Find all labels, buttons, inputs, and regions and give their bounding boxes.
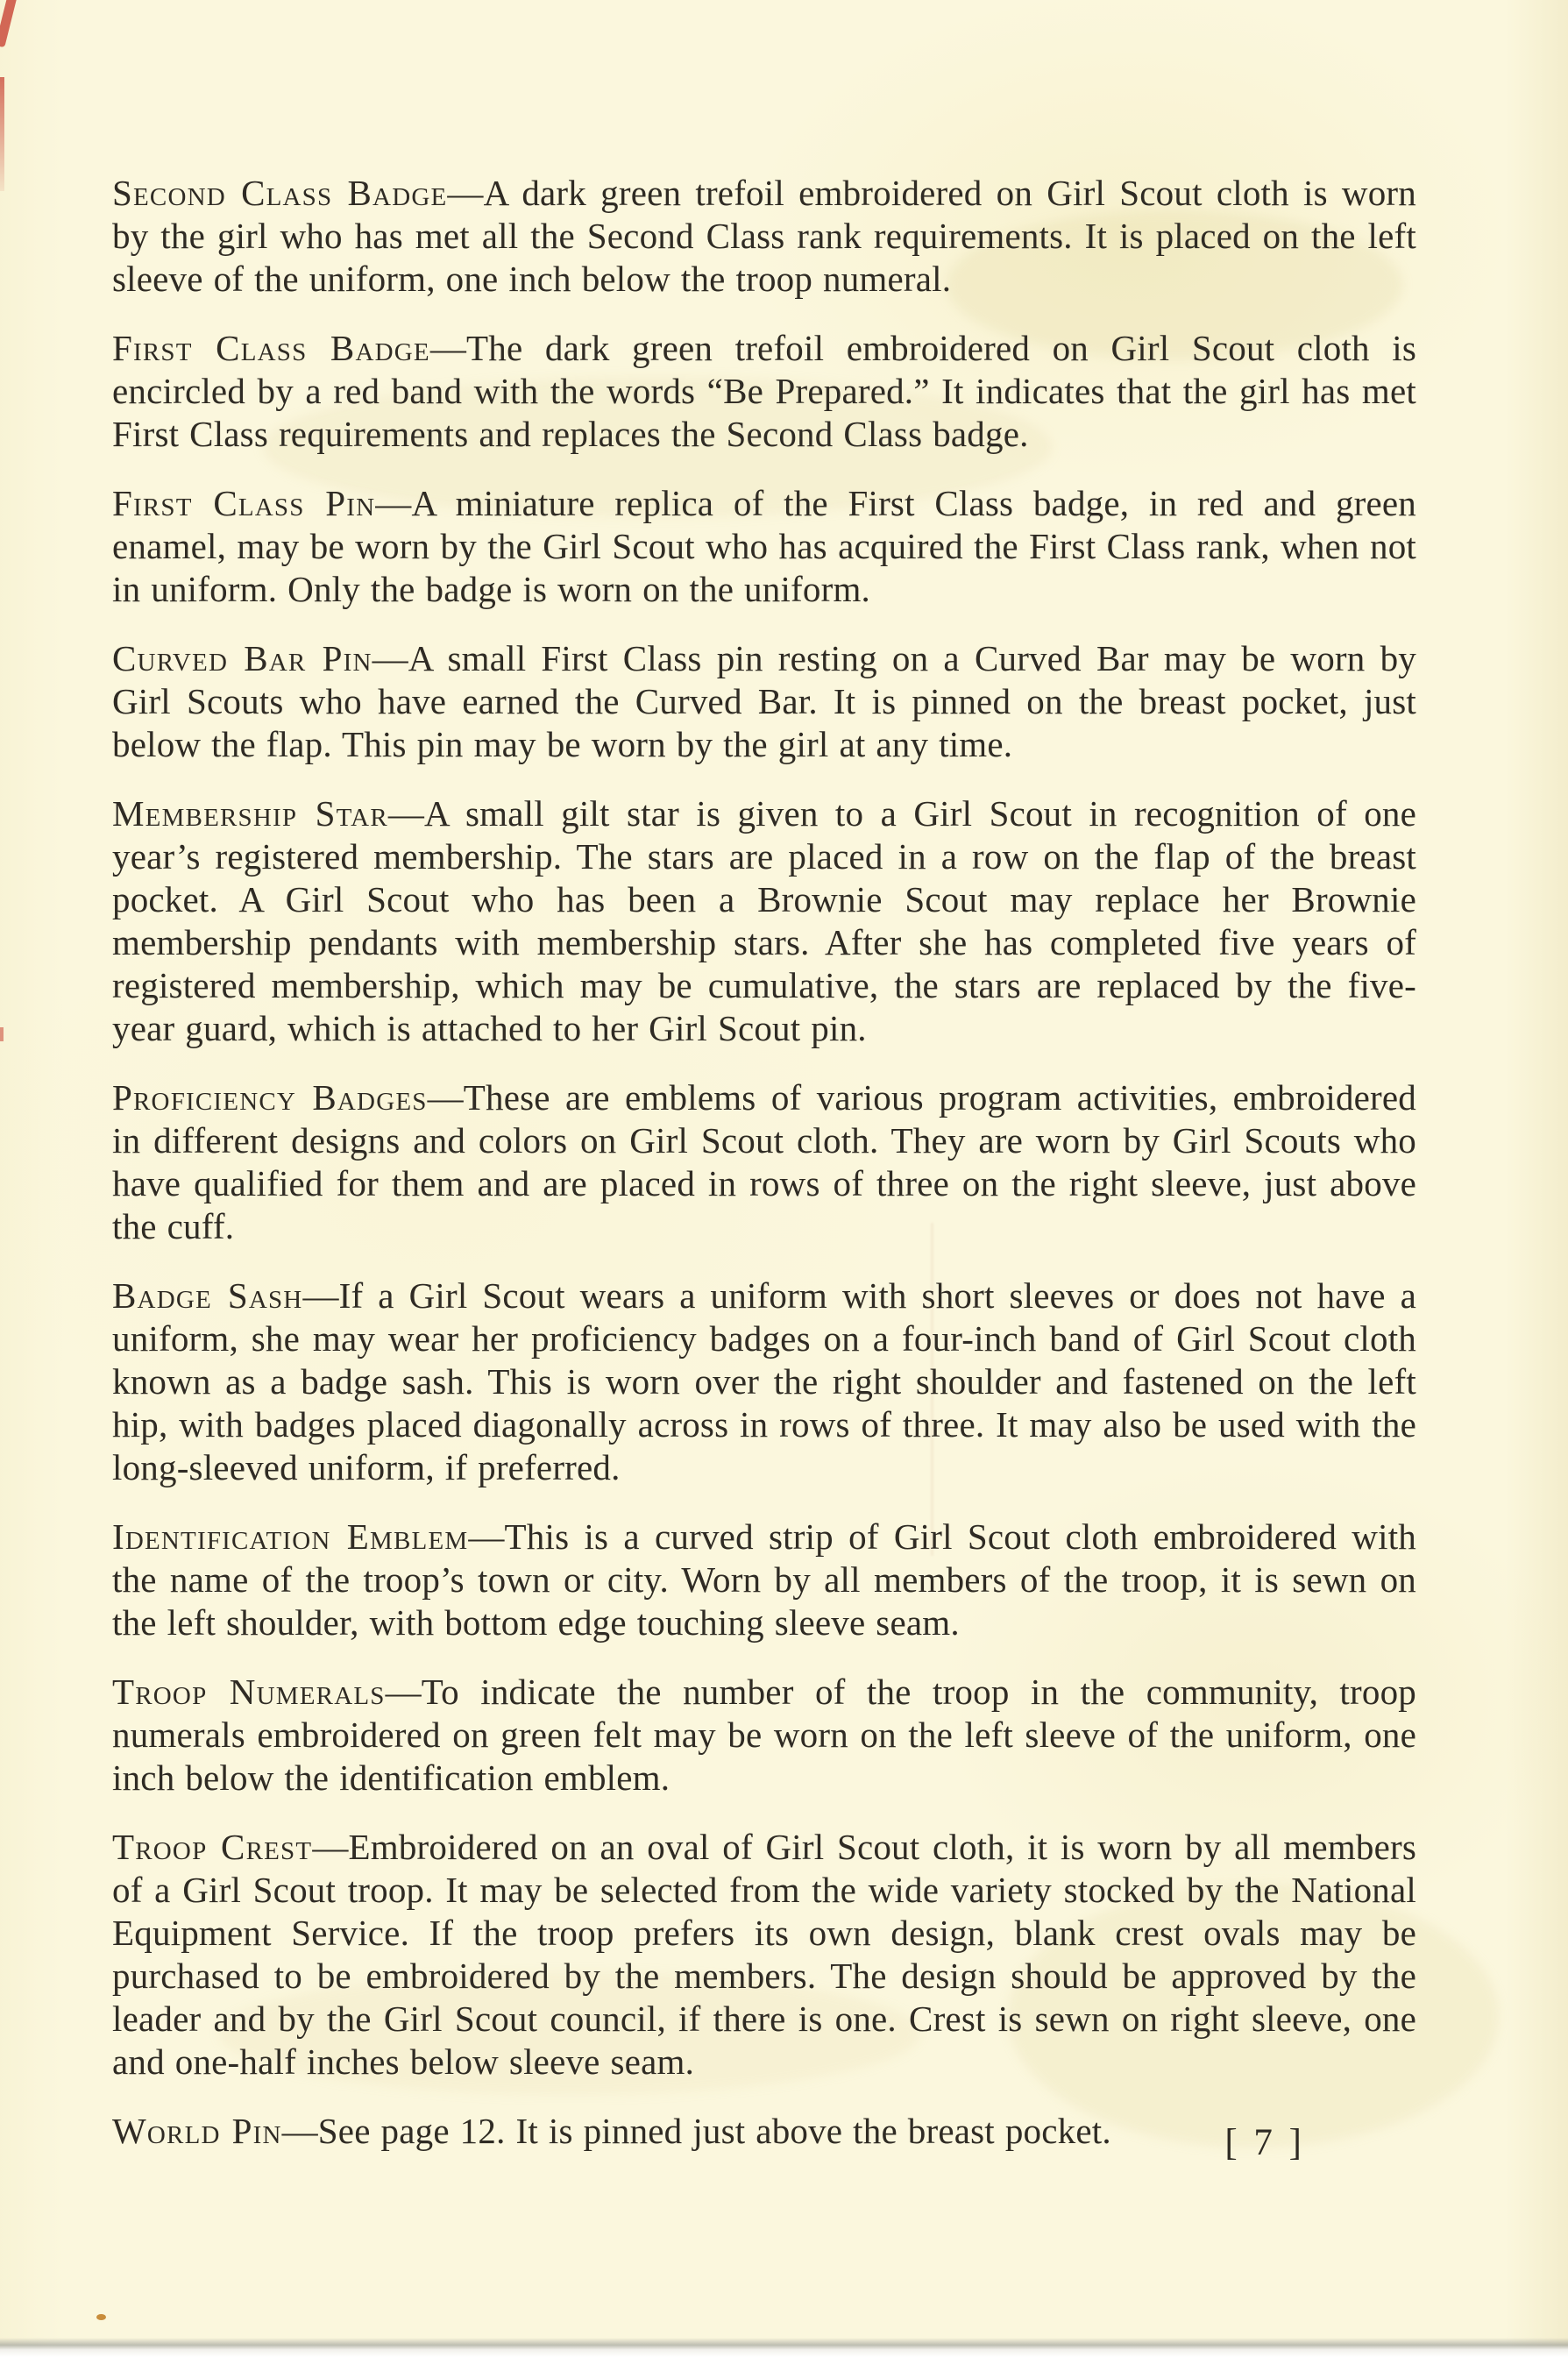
paragraph-body: —This is a curved strip of Girl Scout cloth embroidered with the name of the troop’s town or city. Worn by all members of the troop, it is sewn on the left shoulder, with bottom edge touching sleeve seam. [112,1516,1416,1643]
paragraph [112,1671,1416,1800]
paragraph-term: First Class Badge [112,328,430,368]
paragraph-term: Badge Sash [112,1275,303,1316]
paragraph-term: World Pin [112,2111,282,2151]
paragraph-body: —A dark green trefoil embroidered on Girl Scout cloth is worn by the girl who has met all the Second Class rank requirements. It is placed on the left sleeve of the uniform, one inch below the troop numeral. [112,173,1416,299]
page-edge-red-corner-mark [0,0,18,47]
paragraph [112,792,1416,1050]
paragraph-body: —To indicate the number of the troop in the community, troop numerals embroidered on green felt may be worn on the left sleeve of the uniform, one inch below the identification emblem. [112,1672,1416,1798]
page-edge-red-line [0,77,4,191]
paragraph-body: —A miniature replica of the First Class badge, in red and green enamel, may be worn by the Girl Scout who has acquired the First Class rank, when not in uniform. Only the badge is worn on the uniform. [112,483,1416,609]
paragraph-term: Membership Star [112,793,388,834]
paragraph-term: Identification Emblem [112,1516,469,1557]
paragraph [112,2110,1416,2153]
paragraph-term: Troop Numerals [112,1672,386,1712]
paragraph-body: —If a Girl Scout wears a uniform with short sleeves or does not have a uniform, she may wear her proficiency badges on a four-inch band of Girl Scout cloth known as a badge sash. This is worn over the right shoulder and fastened on the left hip, with badges placed diagonally across in rows of three. It may also be used with the long-sleeved uniform, if preferred. [112,1275,1416,1487]
page-edge-red-speck [0,1027,4,1041]
paragraph-term: Proficiency Badges [112,1077,428,1118]
paragraph [112,1826,1416,2084]
paragraph-body: —The dark green trefoil embroidered on Girl Scout cloth is encircled by a red band with the words “Be Prepared.” It indicates that the girl has met First Class requirements and replaces the Second Class badge. [112,328,1416,454]
paragraph [112,637,1416,766]
paragraph [112,1274,1416,1489]
paragraph-term: Troop Crest [112,1827,313,1867]
paragraph-body: —A small gilt star is given to a Girl Scout in recognition of one year’s registered membership. The stars are placed in a row on the flap of the breast pocket. A Girl Scout who has been a Brownie Scout may replace her Brownie membership pendants with membership stars. After she has completed five years of registered membership, which may be cumulative, the stars are replaced by the five-year guard, which is attached to her Girl Scout pin. [112,793,1416,1048]
paragraph-body: —Embroidered on an oval of Girl Scout cloth, it is worn by all members of a Girl Scout troop. It may be selected from the wide variety stocked by the National Equipment Service. If the troop prefers its own design, blank crest ovals may be purchased to be embroidered by the members. The design should be approved by the leader and by the Girl Scout council, if there is one. Crest is sewn on right sleeve, one and one-half inches below sleeve seam. [112,1827,1416,2082]
paragraph-body: —A small First Class pin resting on a Curved Bar may be worn by Girl Scouts who have earned the Curved Bar. It is pinned on the breast pocket, just below the flap. This pin may be worn by the girl at any time. [112,638,1416,764]
paragraph [112,172,1416,301]
paragraph-term: Curved Bar Pin [112,638,372,678]
paragraph [112,327,1416,456]
paragraph-term: First Class Pin [112,483,376,523]
paragraph-term: Second Class Badge [112,173,448,213]
paragraph [112,1516,1416,1644]
paragraph-body: —See page 12. It is pinned just above the breast pocket. [281,2111,1111,2151]
page-bottom-edge [0,2338,1568,2357]
page-text-block [112,172,1416,2179]
paragraph-body: —These are emblems of various program activities, embroidered in different designs and colors on Girl Scout cloth. They are worn by Girl Scouts who have qualified for them and are placed in rows of three on the right sleeve, just above the cuff. [112,1077,1416,1246]
page-number: [ 7 ] [1224,2122,1305,2163]
paragraph [112,1076,1416,1248]
paper-speck [96,2314,106,2320]
paragraph [112,482,1416,611]
